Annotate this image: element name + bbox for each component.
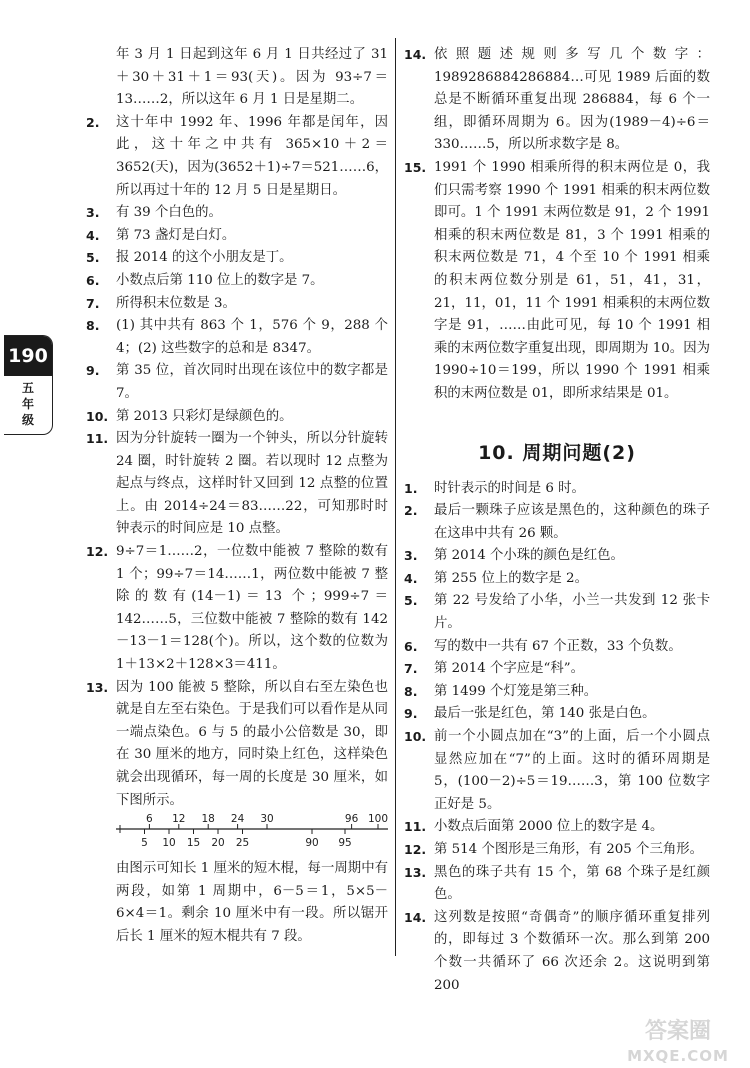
answer-item: [86, 202, 388, 225]
answer-item: [86, 225, 388, 248]
answer-item: [86, 677, 388, 813]
answer-item: [86, 541, 388, 677]
answer-text: 1991 个 1990 相乘所得的积末两位是 0，我们只需考察 1990 个 1991 相乘的积末两位数即可。1 个 1991 末两位数是 91，2 个 1991 相乘的积末两位数是 81，3 个 1991 相乘的积末两位数是 71，4 个至 10 个 1991 相乘的积末两位数分别是 61，51，41，31，21，11，01，11 个 1991 相乘积的末两位数字是 91，……由此可见，每 10 个 1991 相乘的末两位数字重复出现，即周期为 10。因为 1990÷10＝199，所以 1990 个 1991 相乘积的末两位数是 01，即所求结果是 01。: [434, 159, 710, 401]
answer-text: 最后一颗珠子应该是黑色的，这种颜色的珠子在这串中共有 26 颗。: [434, 503, 710, 541]
ruler-tick-label: 25: [235, 837, 250, 850]
ruler-explanation: 由图示可知长 1 厘米的短木棍，每一周期中有两段，如第 1 周期中，6－5＝1，5×5－6×4＝1。剩余 10 厘米中有一段。所以锯开后长 1 厘米的短木棍共有 7 段。: [116, 861, 388, 944]
answer-text: 黑色的珠子共有 15 个，第 68 个珠子是红颜色。: [434, 864, 710, 903]
page-tab: [4, 335, 53, 435]
answer-text: 第 514 个图形是三角形，有 205 个三角形。: [434, 842, 704, 857]
answer-item: [86, 315, 388, 360]
answer-text: 写的数中一共有 67 个正数，33 个负数。: [434, 638, 682, 654]
section-answer-list: [404, 478, 710, 998]
answer-number: 10.: [86, 408, 109, 424]
answer-number: 13.: [86, 679, 109, 695]
ruler-tick-label: 24: [230, 813, 245, 826]
answer-text: 前一个小圆点加在“3”的上面，后一个小圆点显然应加在“7”的上面。这时的循环周期是 5，(100－2)÷5＝19……3，第 100 位数字正好是 5。: [434, 729, 710, 812]
answer-number: 8.: [86, 318, 100, 334]
watermark-brand: 答案圈: [644, 1019, 711, 1044]
answer-number: 4.: [86, 227, 100, 243]
answer-text: 这十年中 1992 年、1996 年都是闰年，因此，这十年之中共有 365×10＋2＝3652(天)，因为(3652＋1)÷7＝521……6，所以再过十年的 12 月 5 日是星期日。: [116, 114, 388, 198]
answer-text: 第 2013 只彩灯是绿颜色的。: [116, 408, 293, 424]
answer-number: 15.: [404, 159, 427, 175]
answer-number: 4.: [404, 570, 418, 586]
answer-number: 7.: [404, 661, 418, 677]
answer-item: [86, 270, 388, 293]
column-divider: [395, 38, 396, 956]
ruler-tick-label: 96: [344, 813, 359, 826]
answer-number: 13.: [404, 864, 427, 880]
answer-text: 这列数是按照“奇偶奇”的顺序循环重复排列的，即每过 3 个数循环一次。那么到第 200 个数一共循环了 66 次还余 2。这说明到第 200: [434, 909, 710, 993]
answer-item: [404, 545, 710, 568]
answer-number: 3.: [86, 205, 100, 221]
answer-number: 10.: [404, 729, 427, 745]
answer-item: [86, 247, 388, 270]
answer-text: 时针表示的时间是 6 时。: [434, 480, 585, 496]
answer-item: [404, 44, 710, 157]
answer-item: [86, 428, 388, 541]
answer-text: 第 35 位，首次同时出现在该位中的数字都是 7。: [116, 363, 388, 401]
answer-text: 第 255 位上的数字是 2。: [434, 570, 588, 586]
answer-item: [404, 568, 710, 591]
answer-number: 3.: [404, 548, 418, 564]
answer-number: 11.: [86, 431, 109, 447]
answer-item: [404, 658, 710, 681]
answer-item: [86, 360, 388, 405]
answer-number: 2.: [86, 114, 100, 130]
ruler-tick-label: 6: [146, 813, 153, 826]
ruler-tick-label: 18: [201, 813, 215, 826]
answer-item: [404, 726, 710, 816]
answer-text: 报 2014 的这个小朋友是丁。: [116, 250, 293, 266]
answer-number: 2.: [404, 503, 418, 519]
answer-item: [404, 816, 710, 839]
answer-item: [404, 636, 710, 659]
answer-item: [404, 500, 710, 545]
answer-number: 9.: [86, 363, 100, 379]
answer-number: 14.: [404, 909, 427, 925]
answer-item: [86, 293, 388, 316]
ruler-tick-label: 10: [162, 837, 176, 850]
left-column: [86, 44, 388, 949]
ruler-tick-label: 95: [338, 837, 352, 850]
answer-number: 14.: [404, 47, 427, 62]
answer-text: 有 39 个白色的。: [116, 205, 222, 221]
answer-text: 第 1499 个灯笼是第三种。: [434, 683, 598, 699]
ruler-tick-label: 30: [260, 813, 274, 826]
answer-number: 5.: [404, 593, 418, 609]
answer-number: 11.: [404, 819, 427, 835]
answer-item: [404, 157, 710, 406]
answer-number: 12.: [404, 842, 427, 857]
answer-text: 最后一张是红色，第 140 张是白色。: [434, 706, 656, 722]
answer-number: 9.: [404, 706, 418, 722]
answer-text: 因为 100 能被 5 整除，所以自右至左染色也就是自左至右染色。于是我们可以看作是从同一端点染色。6 与 5 的最小公倍数是 30，即在 30 厘米的地方，同时染上红色，这样染色就会出现循环，每一周的长度是 30 厘米，如下图所示。: [116, 679, 388, 808]
answer-text: 9÷7＝1……2，一位数中能被 7 整除的数有 1 个；99÷7＝14……1，两位数中能被 7 整除的数有(14－1)＝13 个；999÷7＝142……5，三位数中能被 7 整除的数有 142－13－1＝128(个)。所以，这个数的位数为 1＋13×2＋128×3＝411。: [116, 544, 388, 673]
answer-text: 小数点后第 110 位上的数字是 7。: [116, 272, 324, 288]
answer-number: 1.: [404, 480, 418, 496]
answer-item: [404, 478, 710, 501]
answer-number: 5.: [86, 250, 100, 266]
answer-number: 8.: [404, 683, 418, 699]
watermark-url: MXQE.COM: [627, 1047, 729, 1065]
section-title: 10. 周期问题(2): [478, 441, 636, 464]
left-answer-list: [86, 112, 388, 812]
right-answer-list: [404, 44, 710, 406]
answer-text: 第 2014 个字应是“科”。: [434, 661, 585, 677]
answer-number: 7.: [86, 295, 100, 311]
answer-number: 6.: [404, 638, 418, 654]
ruler-tick-label: 100: [367, 813, 388, 826]
ruler-tick-label: 90: [305, 837, 319, 850]
ruler-figure: [116, 812, 388, 858]
answer-text: 因为分针旋转一圈为一个钟头，所以分针旋转 24 圈，时针旋转 2 圈。若以现时 12 点整为起点与终点，这样时针又回到 12 点整的位置上。由 2014÷24＝83……22，可知那时时钟表示的时间应是 10 点整。: [116, 431, 388, 537]
ruler-tick-label: 15: [186, 837, 201, 850]
answer-item: [404, 681, 710, 704]
answer-text: (1) 其中共有 863 个 1，576 个 9，288 个 4；(2) 这些数字的总和是 8347。: [116, 318, 388, 356]
answer-number: 12.: [86, 544, 109, 560]
answer-text: 小数点后面第 2000 位上的数字是 4。: [434, 819, 664, 835]
ruler-tick-label: 20: [211, 837, 225, 850]
answer-item: [404, 703, 710, 726]
answer-text: 第 2014 个小珠的颜色是红色。: [434, 548, 624, 564]
answer-text: 依照题述规则多写几个数字：1989286884286884…可见 1989 后面的数总是不断循环重复出现 286884，每 6 个一组，即循环周期为 6。因为(1989－4)÷6＝330……5，所以所求数字是 8。: [434, 47, 710, 153]
grade-label: 五年级: [22, 381, 35, 427]
answer-item: [404, 839, 710, 862]
ruler-diagram: [116, 812, 388, 858]
answer-item: [404, 907, 710, 997]
answer-item: [404, 862, 710, 907]
answer-item: [86, 406, 388, 429]
answer-text: 第 73 盏灯是白灯。: [116, 227, 236, 243]
answer-number: 6.: [86, 272, 100, 288]
ruler-tick-label: 12: [172, 813, 186, 826]
answer-item: [86, 112, 388, 202]
answer-text: 所得积末位数是 3。: [116, 295, 236, 311]
watermark: [608, 1020, 748, 1064]
ruler-tick-label: 5: [141, 837, 148, 850]
continued-answer: 年 3 月 1 日起到这年 6 月 1 日共经过了 31＋30＋31＋1＝93(天)。因为 93÷7＝13……2，所以这年 6 月 1 日是星期二。: [116, 47, 388, 108]
answer-text: 第 22 号发给了小华，小兰一共发到 12 张卡片。: [434, 593, 710, 632]
answer-item: [404, 590, 710, 635]
right-column: [404, 44, 710, 997]
page-number: 190: [4, 336, 52, 376]
